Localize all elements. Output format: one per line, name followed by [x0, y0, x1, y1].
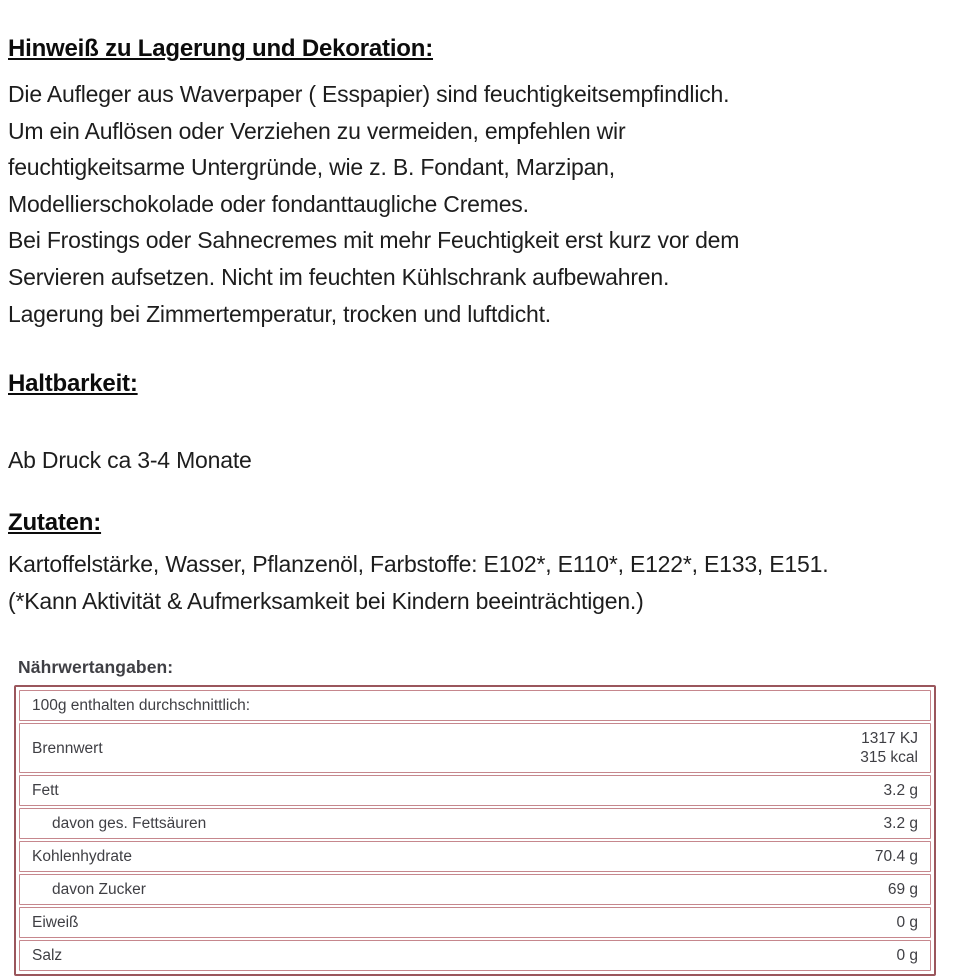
text-line: Die Aufleger aus Waverpaper ( Esspapier) sind feuchtigkeitsempfindlich. [8, 81, 730, 107]
nutrition-row-fett [19, 775, 931, 806]
row-value: 3.2 g [883, 782, 918, 800]
row-label: Fett [32, 782, 59, 800]
text-line: Modellierschokolade oder fondanttaugliche Cremes. [8, 190, 529, 217]
row-label: Kohlenhydrate [32, 848, 132, 866]
storage-section-heading: Hinweiß zu Lagerung und Dekoration: [8, 35, 434, 62]
row-value-secondary: 315 kcal [860, 749, 918, 767]
row-value: 0 g [896, 914, 918, 932]
nutrition-table-header-row [19, 690, 931, 721]
row-value: 69 g [887, 881, 918, 899]
shelf-life-heading: Haltbarkeit: [8, 370, 138, 398]
nutrition-row-fettsaeuren [19, 808, 931, 839]
text-line: feuchtigkeitsarme Untergründe, wie z. B. Fondant, Marzipan, [8, 154, 615, 181]
ingredients-paragraph [8, 546, 952, 619]
text-line: (*Kann Aktivität & Aufmerksamkeit bei Kindern beeinträchtigen.) [8, 587, 644, 614]
shelf-life-text: Ab Druck ca 3-4 Monate [8, 447, 252, 474]
storage-paragraph [8, 76, 952, 332]
row-values [860, 729, 918, 767]
row-value: 1317 KJ [861, 730, 918, 748]
table-header-label: 100g enthalten durchschnittlich: [32, 697, 251, 715]
nutrition-heading: Nährwertangaben: [18, 657, 174, 678]
nutrition-table [14, 685, 936, 976]
row-label: davon Zucker [52, 881, 146, 899]
text-line: Servieren aufsetzen. Nicht im feuchten Kühlschrank aufbewahren. [8, 263, 670, 290]
text-line: Bei Frostings oder Sahnecremes mit mehr Feuchtigkeit erst kurz vor dem [8, 227, 740, 254]
nutrition-row-zucker [19, 874, 931, 905]
row-label: davon ges. Fettsäuren [52, 815, 207, 833]
nutrition-row-brennwert [19, 723, 931, 773]
text-line: Um ein Auflösen oder Verziehen zu vermeiden, empfehlen wir [8, 117, 626, 144]
row-value: 0 g [896, 947, 918, 965]
text-line: Lagerung bei Zimmertemperatur, trocken und luftdicht. [8, 300, 551, 327]
row-label: Salz [32, 947, 63, 965]
ingredients-heading: Zutaten: [8, 509, 102, 537]
row-label: Eiweiß [32, 914, 79, 932]
row-label: Brennwert [32, 739, 103, 757]
nutrition-row-salz [19, 940, 931, 971]
nutrition-row-kohlenhydrate [19, 841, 931, 872]
row-value: 3.2 g [883, 815, 918, 833]
nutrition-row-eiweiss [19, 907, 931, 938]
row-value: 70.4 g [874, 848, 918, 866]
text-line: Kartoffelstärke, Wasser, Pflanzenöl, Farbstoffe: E102*, E110*, E122*, E133, E151. [8, 551, 829, 578]
